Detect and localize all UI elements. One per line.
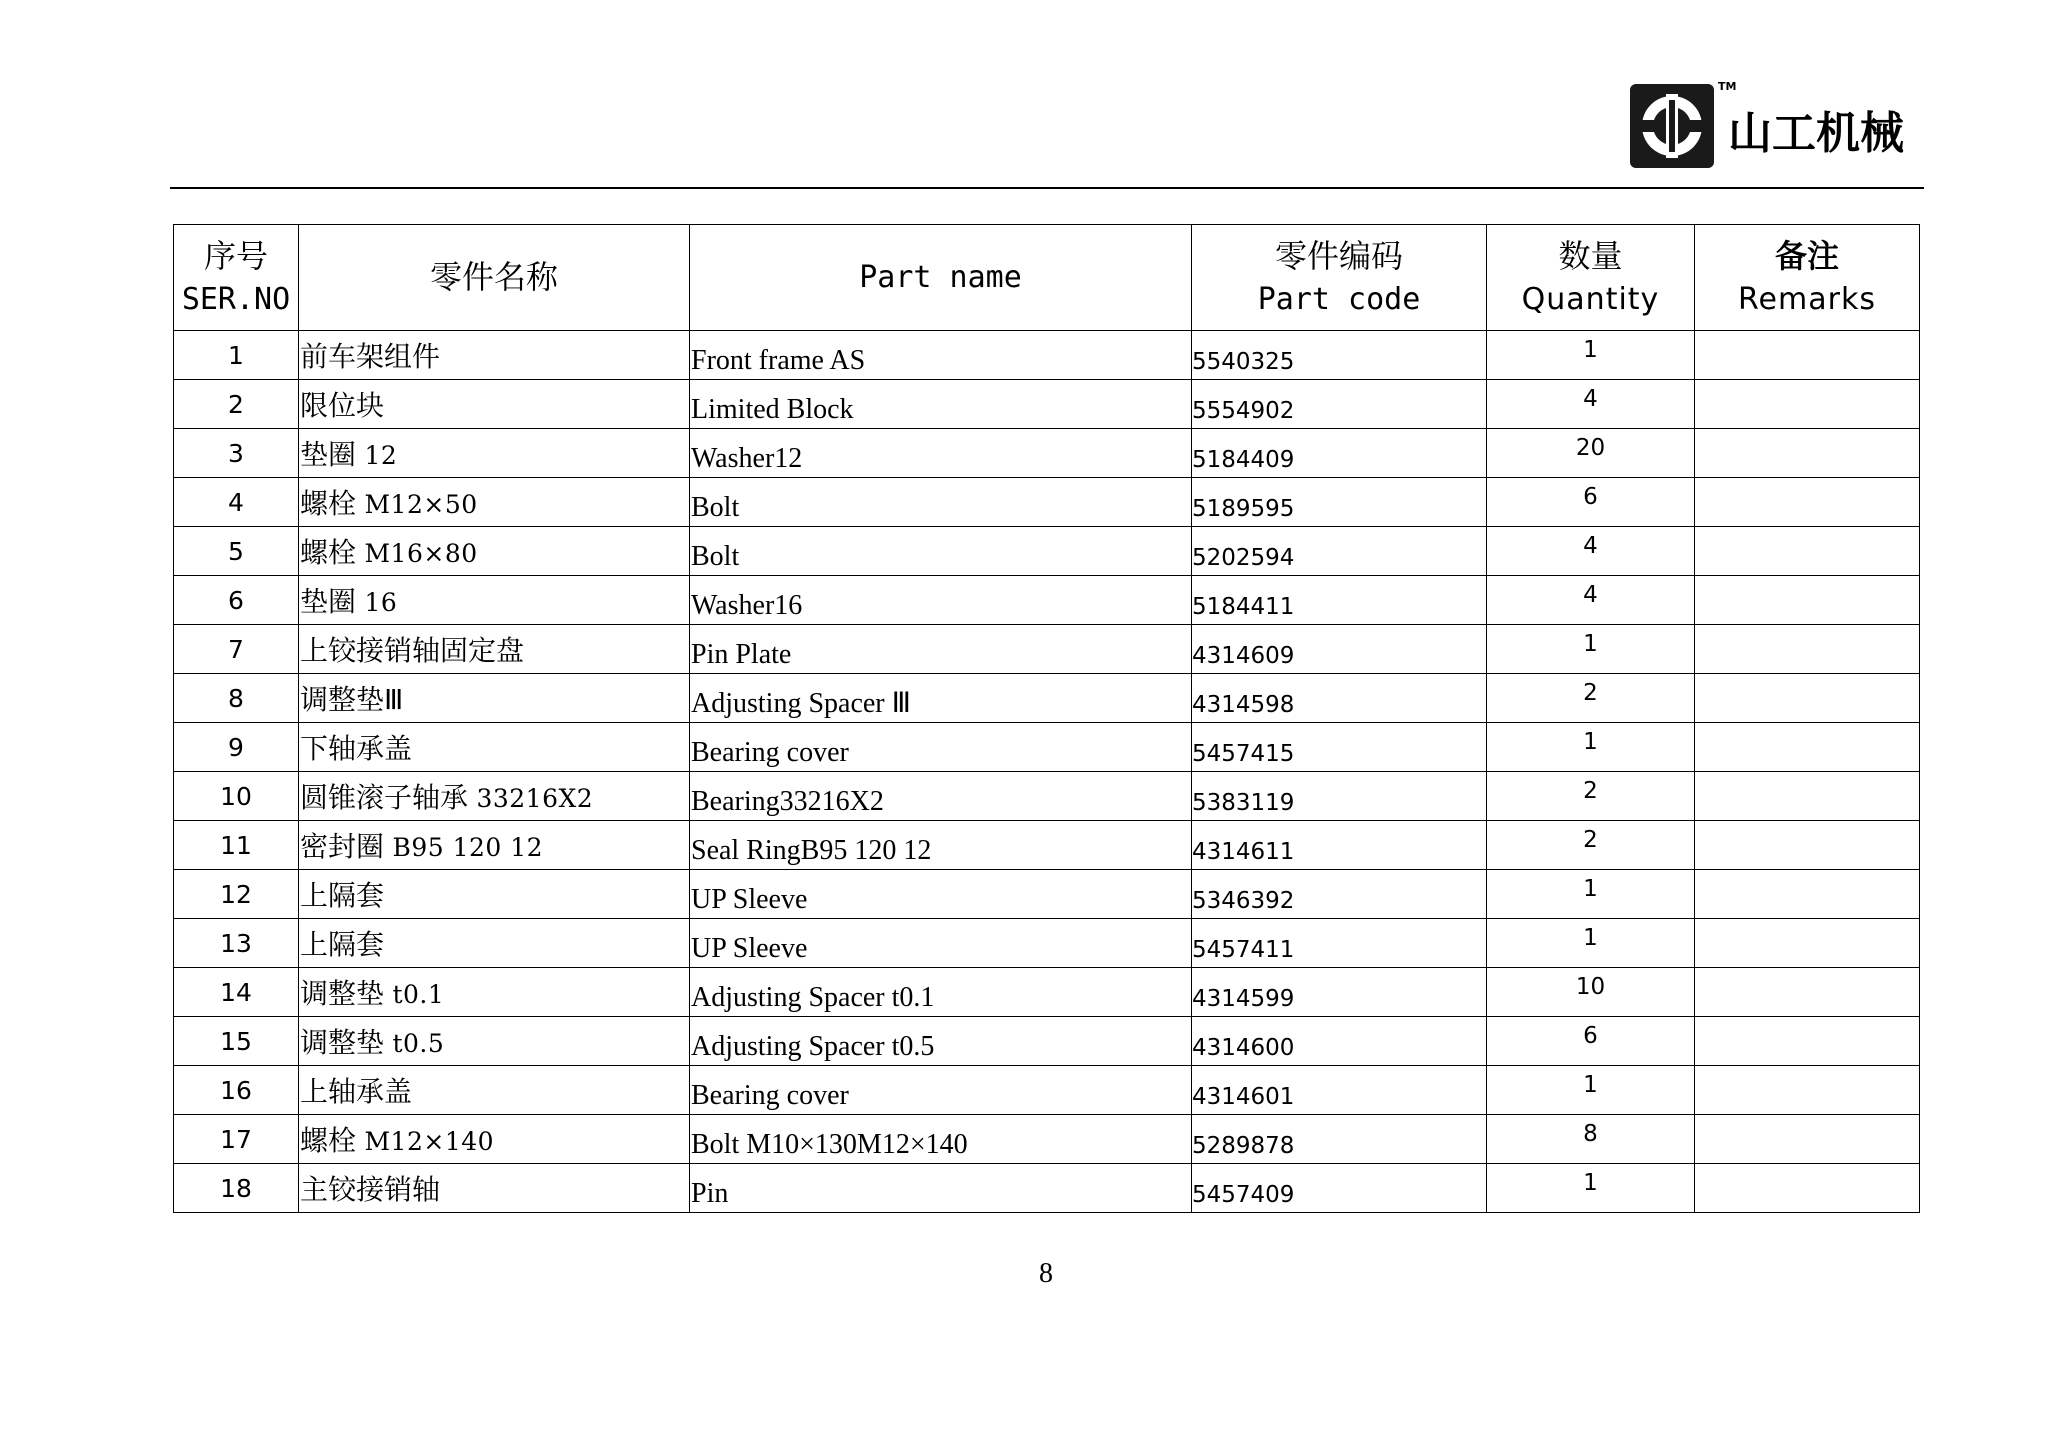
- ser-no-cell: 6: [174, 576, 299, 625]
- part-code-cell: 4314611: [1192, 821, 1487, 870]
- table-row: [174, 478, 1920, 527]
- part-name-cn: 调整垫: [300, 1026, 385, 1059]
- part-code-cell: 5457411: [1192, 919, 1487, 968]
- part-name-cn-cell: [299, 919, 690, 968]
- ser-no-cell: 4: [174, 478, 299, 527]
- part-code-cell: 5189595: [1192, 478, 1487, 527]
- ser-no-cell: 16: [174, 1066, 299, 1115]
- table-row: [174, 429, 1920, 478]
- part-name-cell: Bolt: [690, 478, 1192, 527]
- part-code-cell: 5346392: [1192, 870, 1487, 919]
- column-header-ser-no: 序号 SER.NO: [174, 225, 299, 331]
- part-name-cn: 调整垫Ⅲ: [300, 683, 404, 716]
- remarks-cell: [1695, 527, 1920, 576]
- quantity-cell: 6: [1487, 478, 1695, 527]
- part-name-cell: UP Sleeve: [690, 870, 1192, 919]
- table-row: [174, 380, 1920, 429]
- part-code-cell: 4314600: [1192, 1017, 1487, 1066]
- remarks-cell: [1695, 1066, 1920, 1115]
- shangong-logo-icon: [1630, 80, 1737, 168]
- quantity-cell: 2: [1487, 772, 1695, 821]
- part-spec: 16: [356, 588, 398, 617]
- ser-no-cell: 11: [174, 821, 299, 870]
- part-name-cell: Bolt M10×130M12×140: [690, 1115, 1192, 1164]
- part-name-cn: 前车架组件: [300, 340, 441, 373]
- part-name-cn: 上隔套: [300, 928, 385, 961]
- remarks-cell: [1695, 674, 1920, 723]
- remarks-cell: [1695, 1164, 1920, 1213]
- part-name-cn-cell: [299, 1017, 690, 1066]
- remarks-cell: [1695, 625, 1920, 674]
- quantity-cell: 4: [1487, 380, 1695, 429]
- part-name-cn: 螺栓: [300, 487, 357, 520]
- table-row: [174, 1017, 1920, 1066]
- part-name-cell: Washer12: [690, 429, 1192, 478]
- part-name-cn-cell: [299, 723, 690, 772]
- table-row: [174, 772, 1920, 821]
- brand-name: 山工机械: [1728, 108, 1904, 159]
- column-header-quantity: 数量 Quantity: [1487, 225, 1695, 331]
- table-row: [174, 527, 1920, 576]
- part-spec: M12×140: [356, 1127, 495, 1156]
- part-code-cell: 5383119: [1192, 772, 1487, 821]
- ser-no-cell: 1: [174, 331, 299, 380]
- table-row: [174, 919, 1920, 968]
- column-header-part-name-cn: 零件名称: [299, 225, 690, 331]
- part-code-cell: 4314599: [1192, 968, 1487, 1017]
- page-number: 8: [1039, 1258, 1053, 1289]
- part-name-cn: 调整垫: [300, 977, 385, 1010]
- part-name-cell: Adjusting Spacer t0.5: [690, 1017, 1192, 1066]
- column-header-part-name: Part name: [690, 225, 1192, 331]
- ser-no-cell: 5: [174, 527, 299, 576]
- part-name-cn: 下轴承盖: [300, 732, 413, 765]
- part-spec: t0.5: [384, 1029, 445, 1058]
- part-name-cn: 密封圈: [300, 830, 385, 863]
- part-name-cn-cell: [299, 1164, 690, 1213]
- table-row: [174, 968, 1920, 1017]
- parts-table-body: [174, 331, 1920, 1213]
- table-row: [174, 1164, 1920, 1213]
- table-row: [174, 625, 1920, 674]
- table-row: [174, 1115, 1920, 1164]
- quantity-cell: 1: [1487, 1066, 1695, 1115]
- part-name-cell: Bolt: [690, 527, 1192, 576]
- remarks-cell: [1695, 723, 1920, 772]
- remarks-cell: [1695, 478, 1920, 527]
- part-name-cn-cell: [299, 870, 690, 919]
- table-row: [174, 870, 1920, 919]
- ser-no-cell: 15: [174, 1017, 299, 1066]
- part-name-cell: Bearing cover: [690, 723, 1192, 772]
- remarks-cell: [1695, 870, 1920, 919]
- quantity-cell: 1: [1487, 919, 1695, 968]
- part-name-cell: UP Sleeve: [690, 919, 1192, 968]
- remarks-cell: [1695, 968, 1920, 1017]
- part-code-cell: 5554902: [1192, 380, 1487, 429]
- part-name-cell: Washer16: [690, 576, 1192, 625]
- part-spec: B95 120 12: [384, 833, 544, 862]
- part-code-cell: 4314598: [1192, 674, 1487, 723]
- part-spec: 12: [356, 441, 398, 470]
- part-name-cn: 上轴承盖: [300, 1075, 413, 1108]
- table-row: [174, 331, 1920, 380]
- ser-no-cell: 14: [174, 968, 299, 1017]
- part-name-cn-cell: [299, 821, 690, 870]
- part-name-cell: Pin: [690, 1164, 1192, 1213]
- part-name-cn-cell: [299, 1066, 690, 1115]
- part-code-cell: 5184411: [1192, 576, 1487, 625]
- part-spec: M16×80: [356, 539, 478, 568]
- part-code-cell: 5457415: [1192, 723, 1487, 772]
- part-name-cn: 限位块: [300, 389, 385, 422]
- part-name-cell: Front frame AS: [690, 331, 1192, 380]
- quantity-cell: 10: [1487, 968, 1695, 1017]
- remarks-cell: [1695, 772, 1920, 821]
- quantity-cell: 1: [1487, 331, 1695, 380]
- ser-no-cell: 10: [174, 772, 299, 821]
- table-row: [174, 1066, 1920, 1115]
- quantity-cell: 20: [1487, 429, 1695, 478]
- part-name-cn-cell: [299, 674, 690, 723]
- part-name-cn: 上铰接销轴固定盘: [300, 634, 525, 667]
- table-row: [174, 674, 1920, 723]
- part-name-cn-cell: [299, 478, 690, 527]
- ser-no-cell: 18: [174, 1164, 299, 1213]
- table-header-row: [174, 225, 1920, 331]
- quantity-cell: 1: [1487, 870, 1695, 919]
- part-name-cn-cell: [299, 625, 690, 674]
- part-name-cn-cell: [299, 380, 690, 429]
- column-header-part-code: 零件编码 Part code: [1192, 225, 1487, 331]
- remarks-cell: [1695, 821, 1920, 870]
- table-row: [174, 821, 1920, 870]
- ser-no-cell: 2: [174, 380, 299, 429]
- part-name-cell: Adjusting Spacer Ⅲ: [690, 674, 1192, 723]
- column-header-remarks: 备注 Remarks: [1695, 225, 1920, 331]
- part-code-cell: 5457409: [1192, 1164, 1487, 1213]
- part-name-cn-cell: [299, 527, 690, 576]
- part-name-cn-cell: [299, 331, 690, 380]
- part-name-cn-cell: [299, 968, 690, 1017]
- part-name-cn: 圆锥滚子轴承: [300, 781, 469, 814]
- part-name-cell: Limited Block: [690, 380, 1192, 429]
- quantity-cell: 1: [1487, 1164, 1695, 1213]
- ser-no-cell: 3: [174, 429, 299, 478]
- ser-no-cell: 8: [174, 674, 299, 723]
- ser-no-cell: 9: [174, 723, 299, 772]
- remarks-cell: [1695, 1115, 1920, 1164]
- part-name-cn: 主铰接销轴: [300, 1173, 441, 1206]
- part-name-cell: Bearing cover: [690, 1066, 1192, 1115]
- part-name-cn: 上隔套: [300, 879, 385, 912]
- quantity-cell: 2: [1487, 674, 1695, 723]
- part-spec: M12×50: [356, 490, 478, 519]
- part-name-cn: 垫圈: [300, 585, 357, 618]
- part-code-cell: 5184409: [1192, 429, 1487, 478]
- part-name-cn-cell: [299, 1115, 690, 1164]
- part-name-cn-cell: [299, 429, 690, 478]
- quantity-cell: 4: [1487, 527, 1695, 576]
- quantity-cell: 8: [1487, 1115, 1695, 1164]
- part-name-cell: Seal RingB95 120 12: [690, 821, 1192, 870]
- part-name-cn: 螺栓: [300, 1124, 357, 1157]
- part-spec: t0.1: [384, 980, 445, 1009]
- ser-no-cell: 12: [174, 870, 299, 919]
- part-name-cn-cell: [299, 576, 690, 625]
- remarks-cell: [1695, 429, 1920, 478]
- trademark-mark: TM: [1718, 80, 1737, 93]
- table-row: [174, 576, 1920, 625]
- part-name-cn: 垫圈: [300, 438, 357, 471]
- ser-no-cell: 7: [174, 625, 299, 674]
- quantity-cell: 6: [1487, 1017, 1695, 1066]
- ser-no-cell: 13: [174, 919, 299, 968]
- part-code-cell: 5289878: [1192, 1115, 1487, 1164]
- remarks-cell: [1695, 380, 1920, 429]
- part-name-cell: Bearing33216X2: [690, 772, 1192, 821]
- parts-table: [173, 224, 1920, 1213]
- brand-logo: [1630, 80, 1904, 168]
- remarks-cell: [1695, 919, 1920, 968]
- quantity-cell: 1: [1487, 723, 1695, 772]
- part-code-cell: 4314609: [1192, 625, 1487, 674]
- quantity-cell: 2: [1487, 821, 1695, 870]
- part-spec: 33216X2: [468, 784, 594, 813]
- quantity-cell: 1: [1487, 625, 1695, 674]
- part-code-cell: 4314601: [1192, 1066, 1487, 1115]
- header-divider: [170, 187, 1924, 189]
- part-code-cell: 5202594: [1192, 527, 1487, 576]
- part-name-cell: Pin Plate: [690, 625, 1192, 674]
- remarks-cell: [1695, 1017, 1920, 1066]
- remarks-cell: [1695, 331, 1920, 380]
- part-name-cn-cell: [299, 772, 690, 821]
- part-name-cn: 螺栓: [300, 536, 357, 569]
- table-row: [174, 723, 1920, 772]
- part-name-cell: Adjusting Spacer t0.1: [690, 968, 1192, 1017]
- remarks-cell: [1695, 576, 1920, 625]
- part-code-cell: 5540325: [1192, 331, 1487, 380]
- quantity-cell: 4: [1487, 576, 1695, 625]
- ser-no-cell: 17: [174, 1115, 299, 1164]
